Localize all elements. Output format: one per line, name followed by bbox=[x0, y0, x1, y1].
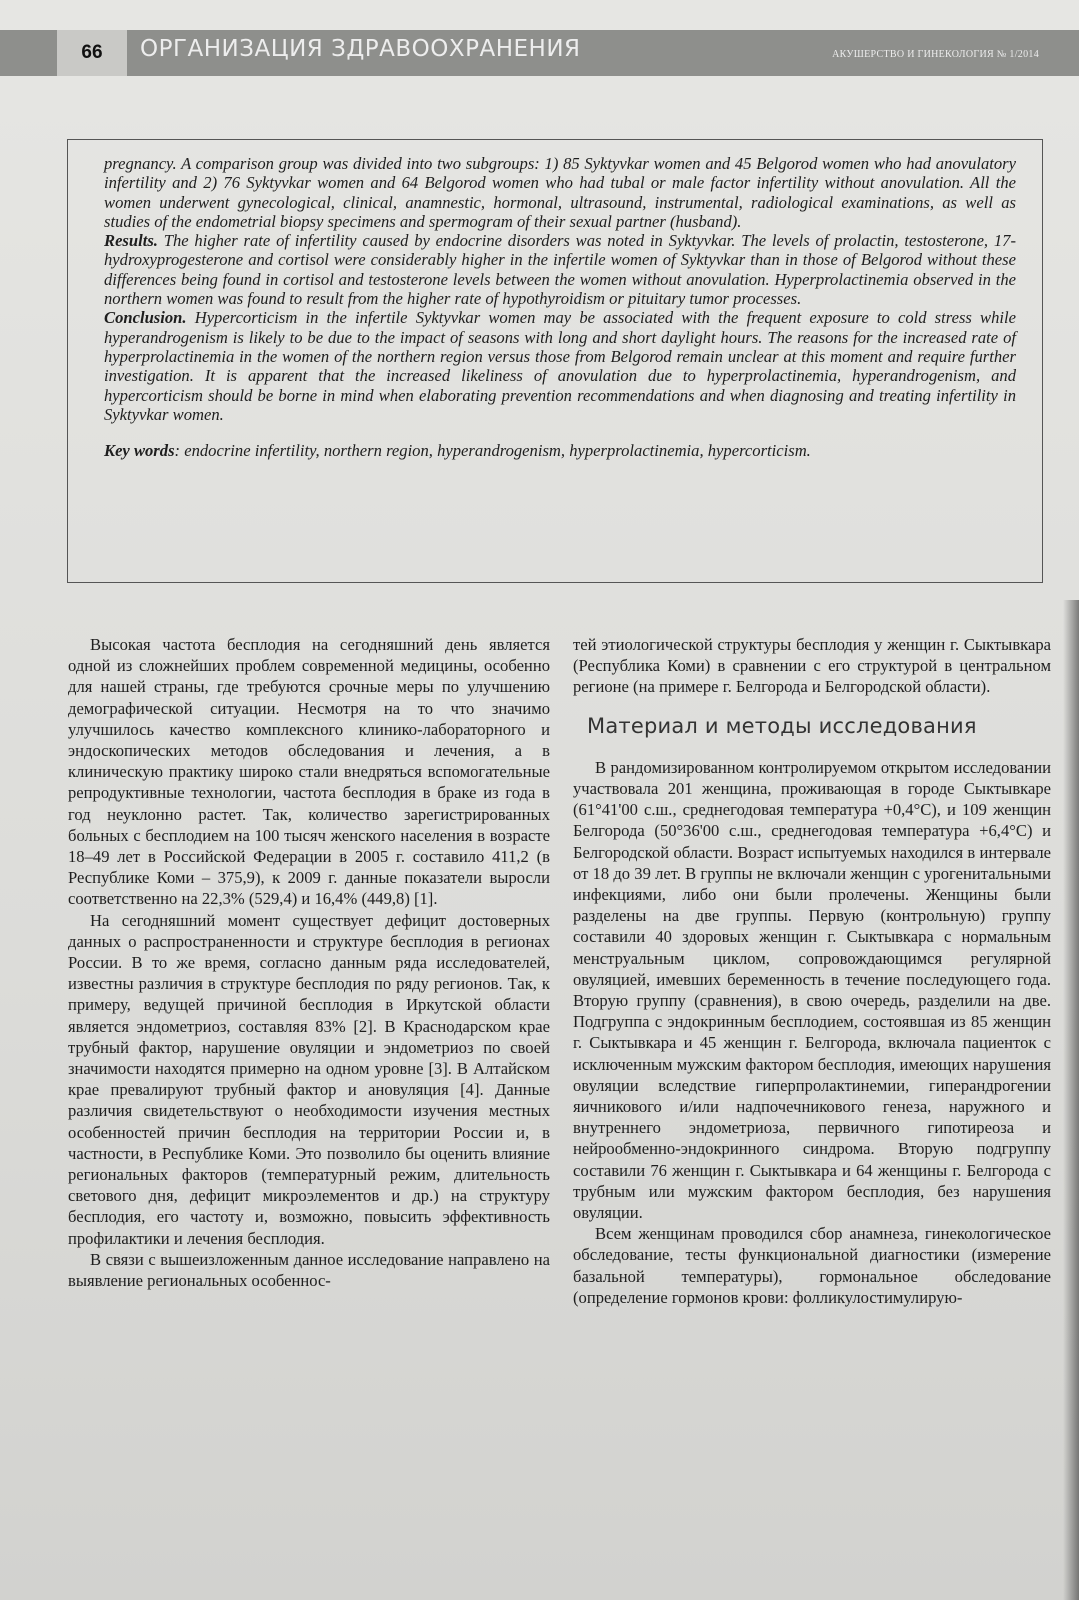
paragraph-continued: тей этиологической структуры бесплодия у женщин г. Сыктывкара (Республика Коми) в сравнении с его структурой в центральном регионе (на примере г. Белгорода и Белгородской области). bbox=[573, 635, 1051, 697]
abstract-methods-tail: pregnancy. A comparison group was divided into two subgroups: 1) 85 Syktyvkar women and 45 Belgorod women who had anovulatory infertility and 2) 76 Syktyvkar women and 64 Belgorod women who had tubal or male factor infertility without anovulation. All the women underwent gynecological, clinical, anamnestic, hormonal, ultrasound, instrumental, radiological examinations, as well as studies of the endometrial biopsy specimens and spermogram of their sexual partner (husband). bbox=[104, 154, 1016, 231]
keywords-text: : endocrine infertility, northern region, hyperandrogenism, hyperprolactinemia, hypercorticism. bbox=[174, 441, 811, 461]
paragraph: Всем женщинам проводился сбор анамнеза, гинекологическое обследование, тесты функциональной диагностики (измерение базальной температуры), гормональное обследование (определение гормонов крови: фолликулостимулирую- bbox=[573, 1224, 1051, 1307]
journal-title: АКУШЕРСТВО И ГИНЕКОЛОГИЯ № 1/2014 bbox=[832, 49, 1039, 60]
keywords-label: Key words bbox=[104, 441, 175, 461]
binding-shadow bbox=[1063, 600, 1079, 1600]
page-number: 66 bbox=[57, 30, 127, 76]
paragraph: В рандомизированном контролируемом открытом исследовании участвовала 201 женщина, проживающая в городе Сыктывкаре (61°41'00 с.ш., среднегодовая температура +0,4°С), и 109 женщин Белгорода (50°36'00 с.ш., среднегодовая температура +6,4°С) и Белгородской области. Возраст испытуемых находился в интервале от 18 до 39 лет. В группы не включали женщин с урогенитальными инфекциями, либо они были пролечены. Женщины были разделены на две группы. Первую (контрольную) группу составили 40 здоровых женщин г. Сыктывкара с нормальным менструальным циклом, сопровождающимся регулярной овуляцией, имевших беременность в течение последующего года. Вторую группу (сравнения), в свою очередь, разделили на две. Подгруппа с эндокринным бесплодием, состоявшая из 85 женщин г. Сыктывкара и 45 женщин г. Белгорода, включала пациенток с исключенным мужским фактором бесплодия, имеющих нарушения овуляции вследствие гиперпролактинемии, гиперандрогении яичникового и/или надпочечникового генеза, наружного и внутреннего эндометриоза, первичного гипотиреоза и нейрообменно-эндокринного синдрома. Вторую подгруппу составили 76 женщин г. Сыктывкара и 64 женщины г. Белгорода с трубным или мужским фактором бесплодия, без нарушения овуляции. bbox=[573, 757, 1051, 1223]
body-column-left bbox=[68, 634, 550, 1291]
paragraph: На сегодняшний момент существует дефицит достоверных данных о распространенности и структуре бесплодия в регионах России. В то же время, согласно данным ряда исследователей, известны различия в структуре бесплодия по ряду регионов. Так, к примеру, ведущей причиной бесплодия в Иркутской области является эндометриоз, составляя 83% [2]. В Краснодарском крае трубный фактор, нарушение овуляции и эндометриоз по своей значимости находятся примерно на одном уровне [3]. В Алтайском крае превалируют трубный фактор и ановуляция [4]. Данные различия свидетельствуют о необходимости изучения местных особенностей причин бесплодия на территории России и, в частности, в Республике Коми. Это позволило бы оценить влияние региональных факторов (температурный режим, длительность светового дня, дефицит микроэлементов и др.) на структуру бесплодия, его частоту и, возможно, повысить эффективность профилактики и лечения бесплодия. bbox=[68, 910, 550, 1248]
results-text: The higher rate of infertility caused by endocrine disorders was noted in Syktyvkar. The levels of prolactin, testosterone, 17-hydroxyprogesterone and cortisol were considerably higher in the infertile women of Syktyvkar than in those of Belgorod without these differences being found in cortisol and testosterone levels between the women without anovulation. Hyperprolactinemia observed in the northern women was found to result from the higher rate of hypothyroidism or pituitary tumor processes. bbox=[104, 231, 1016, 309]
paragraph: В связи с вышеизложенным данное исследование направлено на выявление региональных особеннос- bbox=[68, 1249, 550, 1291]
body-column-right bbox=[573, 634, 1051, 1308]
paragraph: Высокая частота бесплодия на сегодняшний день является одной из сложнейших проблем современной медицины, особенно для нашей страны, где требуются срочные меры по улучшению демографической ситуации. Несмотря на то что значимо улучшилось качество комплексного клинико-лабораторного и эндоскопических методов обследования и лечения, а в клиническую практику широко стали внедряться вспомогательные репродуктивные технологии, частота бесплодия в браке из года в год неуклонно растет. Так, количество зарегистрированных больных с бесплодием на 100 тысяч женского населения в возрасте 18–49 лет в Российской Федерации в 2005 г. составило 411,2 (в Республике Коми – 375,9), к 2009 г. данные показатели выросли соответственно на 22,3% (529,4) и 16,4% (449,8) [1]. bbox=[68, 635, 550, 909]
abstract-box bbox=[67, 139, 1043, 583]
conclusion-text: Hypercorticism in the infertile Syktyvkar women may be associated with the frequent exposure to cold stress while hyperandrogenism is likely to be due to the impact of seasons with long and short daylight hours. The reasons for the increased rate of hyperprolactinemia in the women of the northern region versus those from Belgorod remain unclear at this moment and require further investigation. It is apparent that the increased likeliness of anovulation due to hyperprolactinemia, hyperandrogenism, and hypercorticism should be borne in mind when elaborating prevention recommendations and when diagnosing and treating infertility in Syktyvkar women. bbox=[104, 308, 1016, 424]
abstract-results bbox=[104, 231, 1016, 308]
results-label: Results. bbox=[104, 231, 158, 251]
section-title: ОРГАНИЗАЦИЯ ЗДРАВООХРАНЕНИЯ bbox=[140, 36, 581, 62]
abstract-conclusion bbox=[104, 308, 1016, 424]
section-heading-methods: Материал и методы исследования bbox=[587, 713, 977, 738]
conclusion-label: Conclusion. bbox=[104, 308, 187, 328]
abstract-keywords bbox=[104, 441, 1016, 460]
